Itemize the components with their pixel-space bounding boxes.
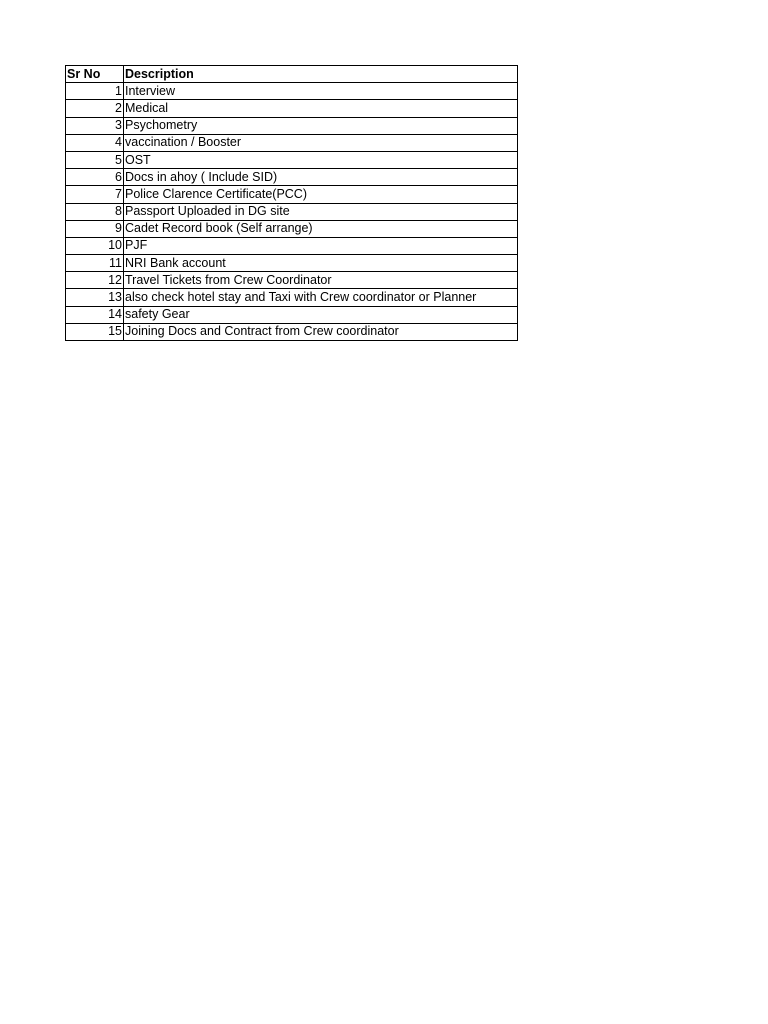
sr-no-cell[interactable]: 4 xyxy=(66,134,124,151)
table-row xyxy=(66,100,518,117)
table-row xyxy=(66,169,518,186)
table-row xyxy=(66,237,518,254)
description-cell[interactable]: Passport Uploaded in DG site xyxy=(124,203,518,220)
sr-no-cell[interactable]: 14 xyxy=(66,306,124,323)
table-row xyxy=(66,151,518,168)
description-cell[interactable]: also check hotel stay and Taxi with Crew coordinator or Planner xyxy=(124,289,518,306)
description-cell[interactable]: Interview xyxy=(124,83,518,100)
description-cell[interactable]: Joining Docs and Contract from Crew coordinator xyxy=(124,323,518,340)
header-row xyxy=(66,66,518,83)
sr-no-cell[interactable]: 11 xyxy=(66,255,124,272)
table-row xyxy=(66,272,518,289)
table-row xyxy=(66,323,518,340)
description-cell[interactable]: Police Clarence Certificate(PCC) xyxy=(124,186,518,203)
description-cell[interactable]: safety Gear xyxy=(124,306,518,323)
sr-no-cell[interactable]: 3 xyxy=(66,117,124,134)
sr-no-cell[interactable]: 9 xyxy=(66,220,124,237)
description-cell[interactable]: vaccination / Booster xyxy=(124,134,518,151)
sr-no-cell[interactable]: 15 xyxy=(66,323,124,340)
description-cell[interactable]: OST xyxy=(124,151,518,168)
description-cell[interactable]: NRI Bank account xyxy=(124,255,518,272)
sr-no-cell[interactable]: 12 xyxy=(66,272,124,289)
sr-no-cell[interactable]: 1 xyxy=(66,83,124,100)
table-row xyxy=(66,306,518,323)
description-cell[interactable]: Cadet Record book (Self arrange) xyxy=(124,220,518,237)
table-row xyxy=(66,203,518,220)
description-cell[interactable]: Travel Tickets from Crew Coordinator xyxy=(124,272,518,289)
table-row xyxy=(66,255,518,272)
description-cell[interactable]: Docs in ahoy ( Include SID) xyxy=(124,169,518,186)
sr-no-cell[interactable]: 6 xyxy=(66,169,124,186)
table-row xyxy=(66,220,518,237)
sr-no-cell[interactable]: 13 xyxy=(66,289,124,306)
description-cell[interactable]: PJF xyxy=(124,237,518,254)
header-description[interactable]: Description xyxy=(124,66,518,83)
sr-no-cell[interactable]: 5 xyxy=(66,151,124,168)
table-row xyxy=(66,134,518,151)
table-row xyxy=(66,83,518,100)
table-row xyxy=(66,289,518,306)
description-cell[interactable]: Psychometry xyxy=(124,117,518,134)
sr-no-cell[interactable]: 10 xyxy=(66,237,124,254)
sr-no-cell[interactable]: 7 xyxy=(66,186,124,203)
header-sr-no[interactable]: Sr No xyxy=(66,66,124,83)
table-row xyxy=(66,186,518,203)
sr-no-cell[interactable]: 8 xyxy=(66,203,124,220)
description-cell[interactable]: Medical xyxy=(124,100,518,117)
table-row xyxy=(66,117,518,134)
sr-no-cell[interactable]: 2 xyxy=(66,100,124,117)
checklist-table xyxy=(65,65,518,341)
